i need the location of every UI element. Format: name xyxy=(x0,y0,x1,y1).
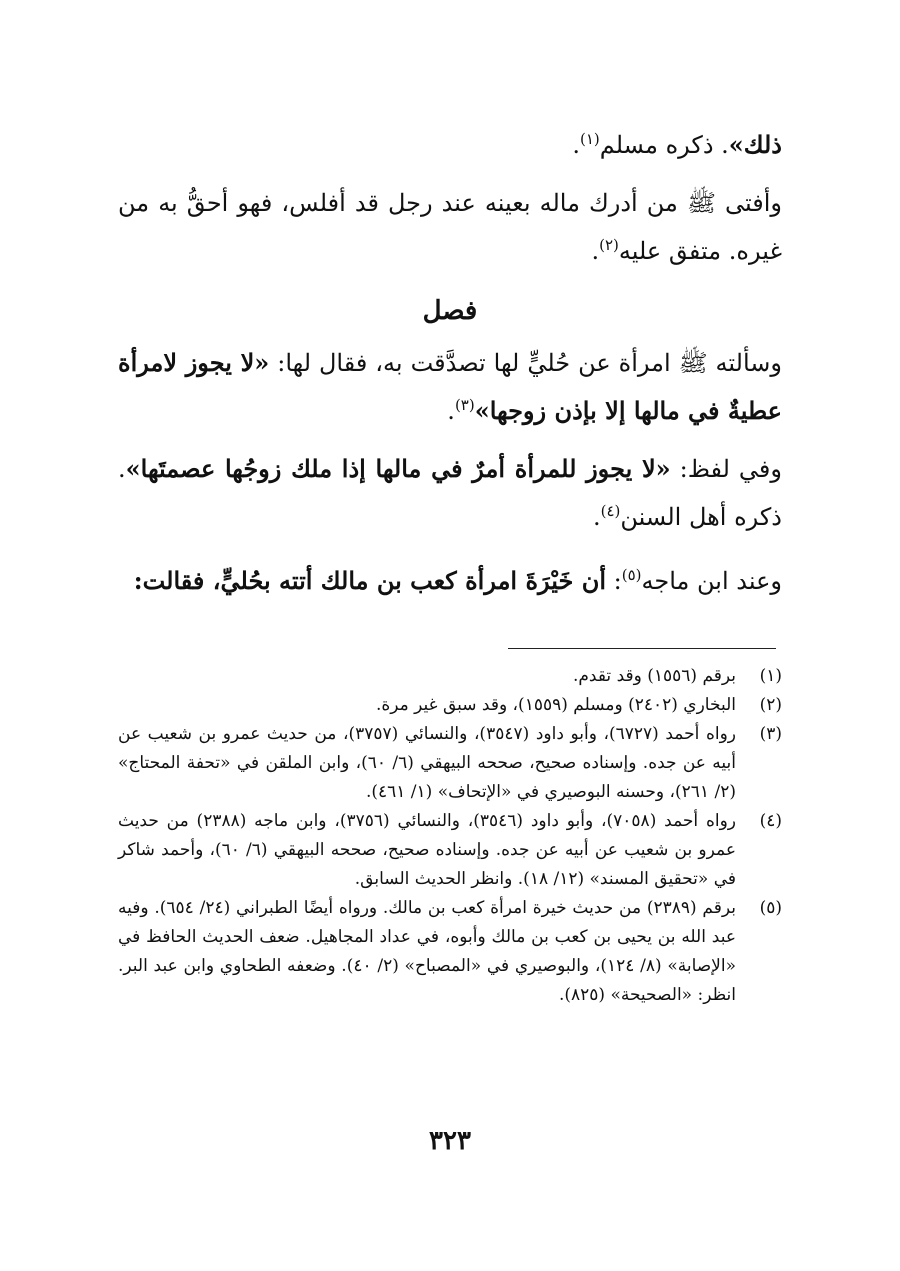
footnote-number: (١) xyxy=(759,666,782,686)
footnote-item xyxy=(118,807,782,894)
footnote-ref-5[interactable]: (٥) xyxy=(621,566,642,584)
footnote-item xyxy=(118,720,782,807)
footnote-divider xyxy=(508,648,776,649)
footnote-number: (٤) xyxy=(759,811,782,831)
paragraph-4 xyxy=(118,448,782,538)
footnote-item xyxy=(118,894,782,1010)
footnote-number: (٢) xyxy=(759,695,782,715)
paragraph-end: . xyxy=(447,397,455,425)
footnote-ref-4[interactable]: (٤) xyxy=(600,502,621,520)
paragraph-3 xyxy=(118,342,782,432)
paragraph-text: . ذكره مسلم xyxy=(599,131,729,159)
footnote-item xyxy=(118,662,782,691)
footnote-number: (٥) xyxy=(759,898,782,918)
paragraph-text: . ذكره أهل السنن xyxy=(118,455,782,531)
hadith-quote: «لا يجوز لامرأة عطيةٌ في مالها إلا بإذن زوجها» xyxy=(118,348,782,425)
footnotes xyxy=(118,662,782,1010)
main-text xyxy=(118,118,782,608)
footnote-text: رواه أحمد (٦٧٢٧)، وأبو داود (٣٥٤٧)، والنسائي (٣٧٥٧)، من حديث عمرو بن شعيب عن أبيه عن جده. وإسناده صحيح، صححه البيهقي (٦/ ٦٠)، وابن الملقن في «تحفة المحتاج» (٢/ ٢٦١)، وحسنه البوصيري في «الإتحاف» (١/ ٤٦١). xyxy=(118,724,737,802)
quote-end: ذلك» xyxy=(728,130,782,159)
paragraph-text: وعند ابن ماجه xyxy=(641,567,782,595)
footnote-ref-3[interactable]: (٣) xyxy=(454,396,475,414)
paragraph-2 xyxy=(118,182,782,272)
paragraph-end: . xyxy=(572,131,580,159)
page-number: ٣٢٣ xyxy=(429,1126,471,1156)
paragraph-text: وفي لفظ: xyxy=(670,455,782,483)
paragraph-text: وأفتى ﷺ من أدرك ماله بعينه عند رجل قد أفلس، فهو أحقُّ به من غيره. متفق عليه xyxy=(118,189,782,265)
hadith-quote: «لا يجوز للمرأة أمرٌ في مالها إذا ملك زوجُها عصمتَها» xyxy=(125,454,671,483)
paragraph-end: . xyxy=(592,503,601,531)
footnote-item xyxy=(118,691,782,720)
footnote-text: برقم (٢٣٨٩) من حديث خيرة امرأة كعب بن مالك. ورواه أيضًا الطبراني (٢٤/ ٦٥٤). وفيه عبد الله بن يحيى بن كعب بن مالك وأبوه، في عداد المجاهيل. ضعف الحديث الحافظ في «الإصابة» (٨/ ١٢٤)، والبوصيري في «المصباح» (٢/ ٤٠). وضعفه الطحاوي وابن عبد البر. انظر: «الصحيحة» (٨٢٥). xyxy=(118,898,737,1005)
paragraph-5 xyxy=(118,554,782,602)
paragraph-1 xyxy=(118,118,782,166)
footnote-text: برقم (١٥٥٦) وقد تقدم. xyxy=(572,666,736,686)
footnote-ref-1[interactable]: (١) xyxy=(579,130,600,148)
section-heading: فصل xyxy=(422,296,478,326)
paragraph-text: : xyxy=(606,567,622,595)
paragraph-end: . xyxy=(591,237,600,265)
footnote-text: البخاري (٢٤٠٢) ومسلم (١٥٥٩)، وقد سبق غير مرة. xyxy=(375,695,736,715)
footnote-text: رواه أحمد (٧٠٥٨)، وأبو داود (٣٥٤٦)، والنسائي (٣٧٥٦)، وابن ماجه (٢٣٨٨) من حديث عمرو بن شعيب عن أبيه عن جده. وإسناده صحيح، صححه البيهقي (٦/ ٦٠)، وأحمد شاكر في «تحقيق المسند» (١٢/ ١٨). وانظر الحديث السابق. xyxy=(118,811,736,889)
paragraph-text: وسألته ﷺ امرأة عن حُليٍّ لها تصدَّقت به، فقال لها: xyxy=(269,349,782,377)
footnote-ref-2[interactable]: (٢) xyxy=(599,236,619,254)
footnote-number: (٣) xyxy=(759,724,782,744)
hadith-quote: أن خَيْرَةَ امرأة كعب بن مالك أتته بحُليٍّ، فقالت: xyxy=(133,566,606,595)
